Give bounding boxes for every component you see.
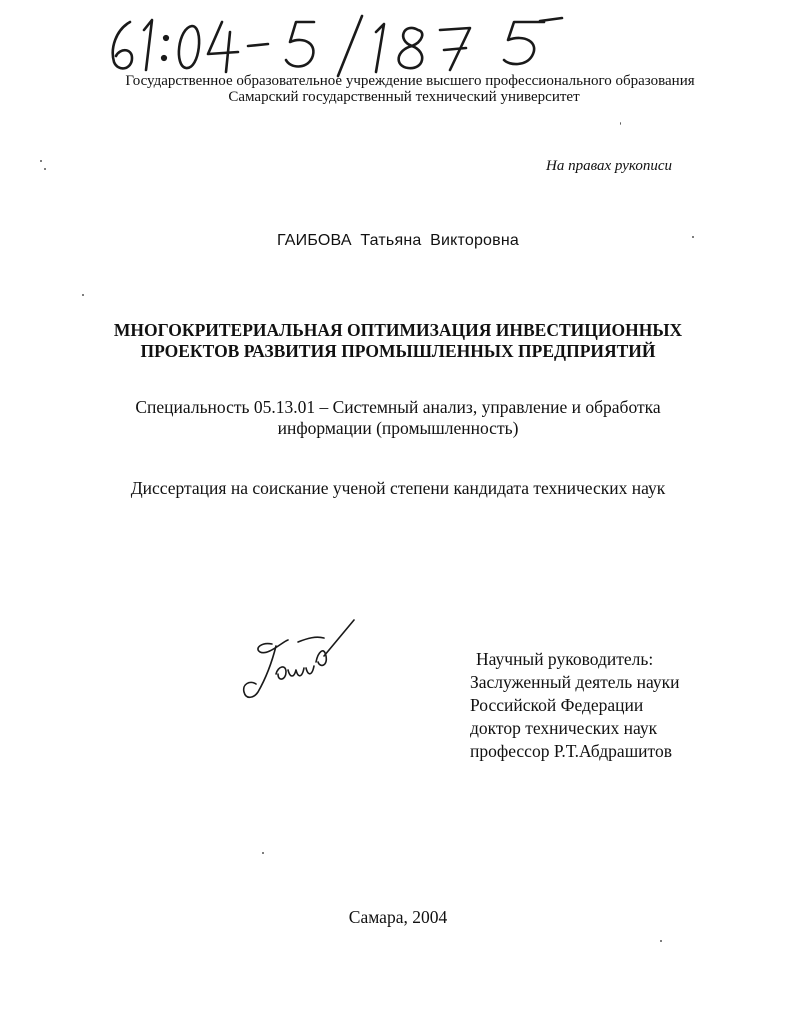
supervisor-honor-line-2: Российской Федерации <box>470 695 644 715</box>
handwritten-signature <box>232 612 362 707</box>
scientific-supervisor-block <box>470 648 680 763</box>
scan-speck <box>692 236 694 238</box>
supervisor-label: Научный руководитель: <box>476 649 654 669</box>
city-and-year: Самара, 2004 <box>348 907 448 927</box>
scan-speck <box>660 940 662 942</box>
dissertation-degree-line: Диссертация на соискание ученой степени кандидата технических наук <box>130 478 666 498</box>
manuscript-rights-note: На правах рукописи <box>546 158 672 174</box>
supervisor-degree: доктор технических наук <box>470 718 658 738</box>
handwritten-catalog-number <box>100 8 580 80</box>
supervisor-honor-line-1: Заслуженный деятель науки <box>470 672 680 692</box>
title-line-1: МНОГОКРИТЕРИАЛЬНАЯ ОПТИМИЗАЦИЯ ИНВЕСТИЦИОННЫХ <box>113 320 683 340</box>
scan-speck <box>44 168 46 170</box>
supervisor-name: профессор Р.Т.Абдрашитов <box>470 741 672 761</box>
scan-speck <box>620 122 621 125</box>
organization-line-2: Самарский государственный технический университет <box>228 89 580 105</box>
specialty-line-1: Специальность 05.13.01 – Системный анализ, управление и обработка <box>135 397 661 417</box>
organization-line-1: Государственное образовательное учреждение высшего профессионального образования <box>125 73 695 89</box>
dissertation-title <box>0 320 796 362</box>
specialty-line-2: информации (промышленность) <box>277 418 519 438</box>
scan-speck <box>40 160 42 162</box>
author-name: ГАИБОВА Татьяна Викторовна <box>277 232 519 249</box>
specialty <box>0 397 796 439</box>
scan-speck <box>262 852 264 854</box>
scan-speck <box>82 294 84 296</box>
title-line-2: ПРОЕКТОВ РАЗВИТИЯ ПРОМЫШЛЕННЫХ ПРЕДПРИЯТИЙ <box>140 341 656 361</box>
